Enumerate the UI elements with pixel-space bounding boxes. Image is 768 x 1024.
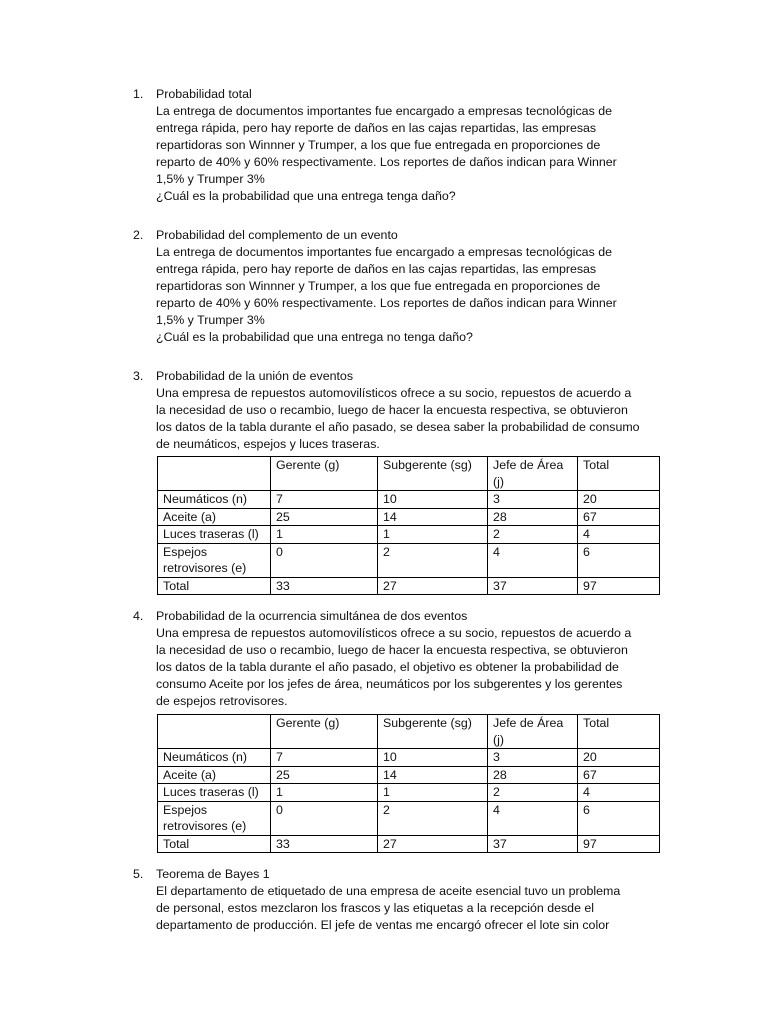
- table-header-cell: Jefe de Área (j): [488, 715, 578, 749]
- table-cell: 28: [488, 508, 578, 526]
- table-row: [158, 801, 660, 835]
- table-cell: 7: [271, 749, 378, 767]
- row-label: Total: [158, 835, 271, 853]
- table-cell: 20: [578, 491, 660, 509]
- section-text: Una empresa de repuestos automovilísticos ofrece a su socio, repuestos de acuerdo a la necesidad de uso o recambio, luego de hacer la encuesta respectiva, se obtuvieron los datos de la tabla durante el año pasado, el objetivo es obtener la probabilidad de consumo Aceite por los jefes de área, neumáticos por los subgerentes y los gerentes de espejos retrovisores.: [156, 626, 632, 708]
- table-cell: 2: [378, 801, 488, 835]
- table-cell: 6: [578, 801, 660, 835]
- table-cell: 67: [578, 508, 660, 526]
- table-cell: 1: [271, 784, 378, 802]
- table-cell: 33: [271, 577, 378, 595]
- table-cell: 97: [578, 835, 660, 853]
- section-question: ¿Cuál es la probabilidad que una entrega tenga daño?: [156, 189, 456, 203]
- table-cell: 0: [271, 801, 378, 835]
- table-cell: 37: [488, 577, 578, 595]
- table-cell: 28: [488, 766, 578, 784]
- section-title: Probabilidad de la unión de eventos: [156, 369, 354, 383]
- section-number: 5.: [133, 867, 144, 881]
- row-label: Neumáticos (n): [158, 491, 271, 509]
- table-cell: 97: [578, 577, 660, 595]
- section-number: 2.: [133, 228, 144, 242]
- table-cell: 4: [488, 543, 578, 577]
- table-cell: 1: [378, 526, 488, 544]
- table-header-cell: Subgerente (sg): [378, 457, 488, 491]
- table-cell: 4: [578, 784, 660, 802]
- table-row: [158, 766, 660, 784]
- row-label: Aceite (a): [158, 766, 271, 784]
- table-cell: 10: [378, 491, 488, 509]
- table-cell: 27: [378, 835, 488, 853]
- table-cell: 25: [271, 766, 378, 784]
- table-row: [158, 577, 660, 595]
- table-cell: 3: [488, 749, 578, 767]
- section-title: Probabilidad del complemento de un evento: [156, 228, 398, 242]
- table-cell: 37: [488, 835, 578, 853]
- row-label: Espejos retrovisores (e): [158, 543, 271, 577]
- row-label: Luces traseras (l): [158, 526, 271, 544]
- table-cell: 14: [378, 766, 488, 784]
- table-row: [158, 835, 660, 853]
- table-row: [158, 749, 660, 767]
- row-label: Espejos retrovisores (e): [158, 801, 271, 835]
- table-cell: 2: [378, 543, 488, 577]
- section-number: 3.: [133, 369, 144, 383]
- table-cell: 4: [578, 526, 660, 544]
- table-row: [158, 784, 660, 802]
- table-row: [158, 526, 660, 544]
- table-cell: [158, 457, 271, 491]
- table-header-row: [158, 715, 660, 749]
- section-text: El departamento de etiquetado de una empresa de aceite esencial tuvo un problema de personal, estos mezclaron los frascos y las etiquetas a la recepción desde el departamento de producción. El jefe de ventas me encargó ofrecer el lote sin color: [156, 884, 621, 932]
- table-header-cell: Total: [578, 457, 660, 491]
- row-label: Total: [158, 577, 271, 595]
- table-row: [158, 543, 660, 577]
- table-header-cell: Gerente (g): [271, 457, 378, 491]
- table-cell: 2: [488, 784, 578, 802]
- section-number: 4.: [133, 609, 144, 623]
- section-question: ¿Cuál es la probabilidad que una entrega no tenga daño?: [156, 330, 473, 344]
- table-header-cell: Jefe de Área (j): [488, 457, 578, 491]
- table-cell: 3: [488, 491, 578, 509]
- section-text: La entrega de documentos importantes fue encargado a empresas tecnológicas de entrega rápida, pero hay reporte de daños en las cajas repartidas, las empresas repartidoras son Winnner y Trumper, a los que fue entregada en proporciones de reparto de 40% y 60% respectivamente. Los reportes de daños indican para Winner 1,5% y Trumper 3%: [156, 104, 617, 186]
- table-cell: 25: [271, 508, 378, 526]
- table-header-cell: Subgerente (sg): [378, 715, 488, 749]
- table-cell: 0: [271, 543, 378, 577]
- table-cell: 1: [271, 526, 378, 544]
- table-cell: [158, 715, 271, 749]
- section-title: Teorema de Bayes 1: [156, 867, 270, 881]
- table-row: [158, 508, 660, 526]
- row-label: Neumáticos (n): [158, 749, 271, 767]
- table-header-row: [158, 457, 660, 491]
- table-cell: 4: [488, 801, 578, 835]
- table-header-cell: Gerente (g): [271, 715, 378, 749]
- table-cell: 33: [271, 835, 378, 853]
- table-cell: 6: [578, 543, 660, 577]
- table-cell: 67: [578, 766, 660, 784]
- section-title: Probabilidad total: [156, 87, 252, 101]
- table-cell: 7: [271, 491, 378, 509]
- table-row: [158, 491, 660, 509]
- table-header-cell: Total: [578, 715, 660, 749]
- section-title: Probabilidad de la ocurrencia simultánea de dos eventos: [156, 609, 468, 623]
- table-cell: 27: [378, 577, 488, 595]
- data-table: [157, 714, 660, 853]
- section-text: Una empresa de repuestos automovilísticos ofrece a su socio, repuestos de acuerdo a la necesidad de uso o recambio, luego de hacer la encuesta respectiva, se obtuvieron los datos de la tabla durante el año pasado, se desea saber la probabilidad de consumo de neumáticos, espejos y luces traseras.: [156, 386, 640, 451]
- table-cell: 20: [578, 749, 660, 767]
- table-cell: 14: [378, 508, 488, 526]
- row-label: Aceite (a): [158, 508, 271, 526]
- table-cell: 2: [488, 526, 578, 544]
- section-text: La entrega de documentos importantes fue encargado a empresas tecnológicas de entrega rápida, pero hay reporte de daños en las cajas repartidas, las empresas repartidoras son Winnner y Trumper, a los que fue entregada en proporciones de reparto de 40% y 60% respectivamente. Los reportes de daños indican para Winner 1,5% y Trumper 3%: [156, 245, 617, 327]
- row-label: Luces traseras (l): [158, 784, 271, 802]
- table-cell: 1: [378, 784, 488, 802]
- section-number: 1.: [133, 87, 144, 101]
- table-cell: 10: [378, 749, 488, 767]
- data-table: [157, 456, 660, 595]
